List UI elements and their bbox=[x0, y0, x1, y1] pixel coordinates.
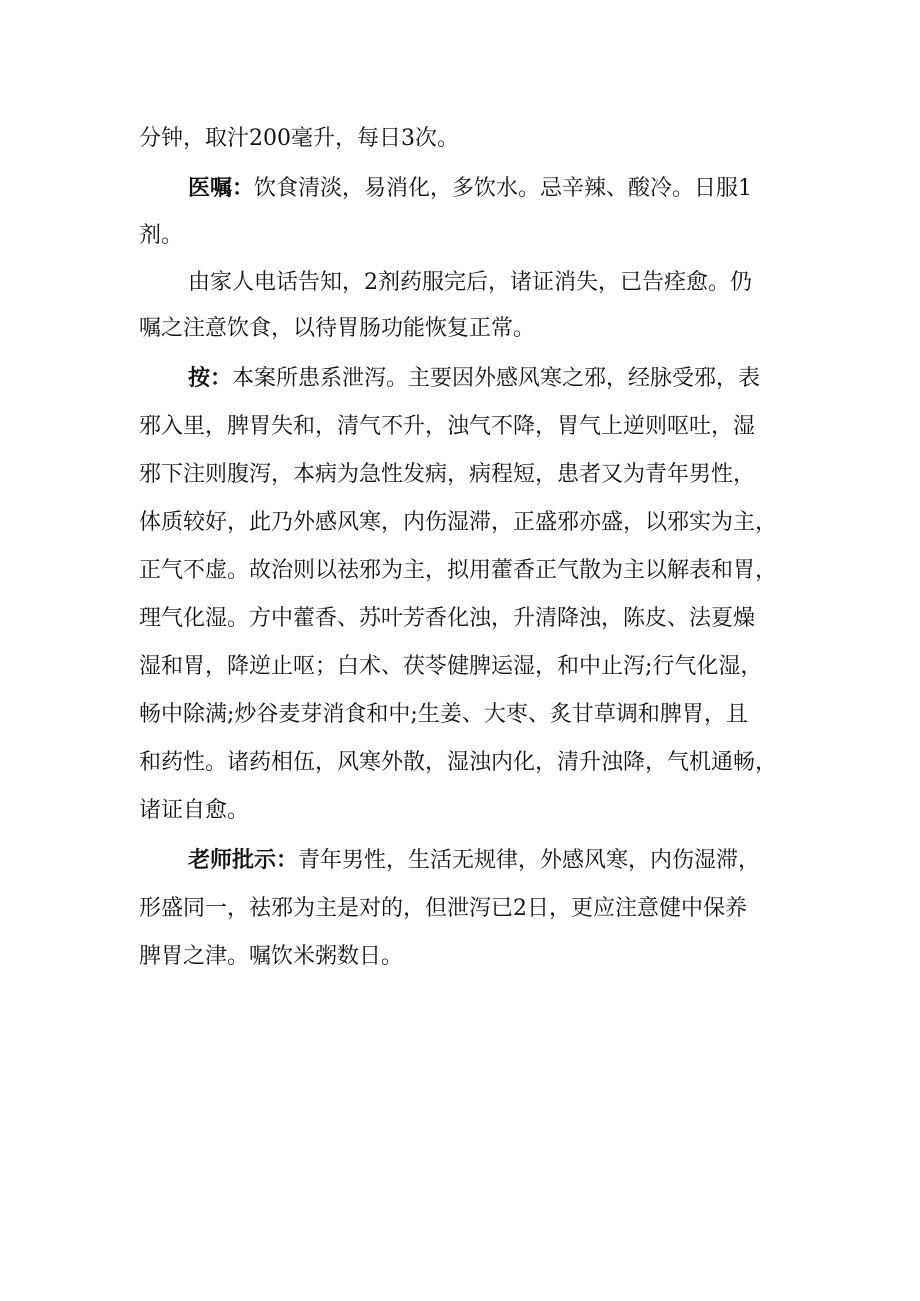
note-text: 本案所患系泄泻。主要因外感风寒之邪，经脉受邪，表 bbox=[232, 366, 761, 391]
text-line: 正气不虚。故治则以祛邪为主，拟用藿香正气散为主以解表和胃， bbox=[139, 558, 778, 583]
advice-text: 饮食清淡，易消化，多饮水。忌辛辣、酸冷。日服1 bbox=[254, 176, 753, 201]
advice-label: 医嘱： bbox=[188, 176, 255, 201]
text-line: 分钟，取汁200毫升，每日3次。 bbox=[139, 126, 459, 151]
note-paragraph bbox=[188, 364, 760, 394]
teacher-text: 青年男性，生活无规律，外感风寒，内伤湿滞， bbox=[298, 848, 761, 873]
text-line: 由家人电话告知，2剂药服完后，诸证消失，已告痊愈。仍 bbox=[188, 270, 752, 295]
text-line: 理气化湿。方中藿香、苏叶芳香化浊，升清降浊，陈皮、法夏燥 bbox=[139, 606, 756, 631]
advice-paragraph bbox=[188, 174, 752, 204]
text-line: 畅中除满;炒谷麦芽消食和中;生姜、大枣、炙甘草调和脾胃，且 bbox=[139, 702, 748, 727]
text-line: 剂。 bbox=[139, 223, 184, 248]
text-line: 脾胃之津。嘱饮米粥数日。 bbox=[139, 944, 404, 969]
text-line: 诸证自愈。 bbox=[139, 798, 250, 823]
text-line: 和药性。诸药相伍，风寒外散，湿浊内化，清升浊降，气机通畅， bbox=[139, 750, 778, 775]
text-line: 湿和胃，降逆止呕；白术、茯苓健脾运湿，和中止泻;行气化湿， bbox=[139, 654, 763, 679]
teacher-paragraph bbox=[188, 846, 760, 876]
text-line: 形盛同一，祛邪为主是对的，但泄泻已2日，更应注意健中保养 bbox=[139, 896, 747, 921]
text-line: 嘱之注意饮食，以待胃肠功能恢复正常。 bbox=[139, 316, 536, 341]
text-line: 邪下注则腹泻，本病为急性发病，病程短，患者又为青年男性， bbox=[139, 462, 756, 487]
teacher-label: 老师批示： bbox=[188, 848, 299, 873]
text-line: 邪入里，脾胃失和，清气不升，浊气不降，胃气上逆则呕吐，湿 bbox=[139, 414, 756, 439]
text-line: 体质较好，此乃外感风寒，内伤湿滞，正盛邪亦盛，以邪实为主， bbox=[139, 510, 778, 535]
note-label: 按： bbox=[188, 366, 233, 391]
